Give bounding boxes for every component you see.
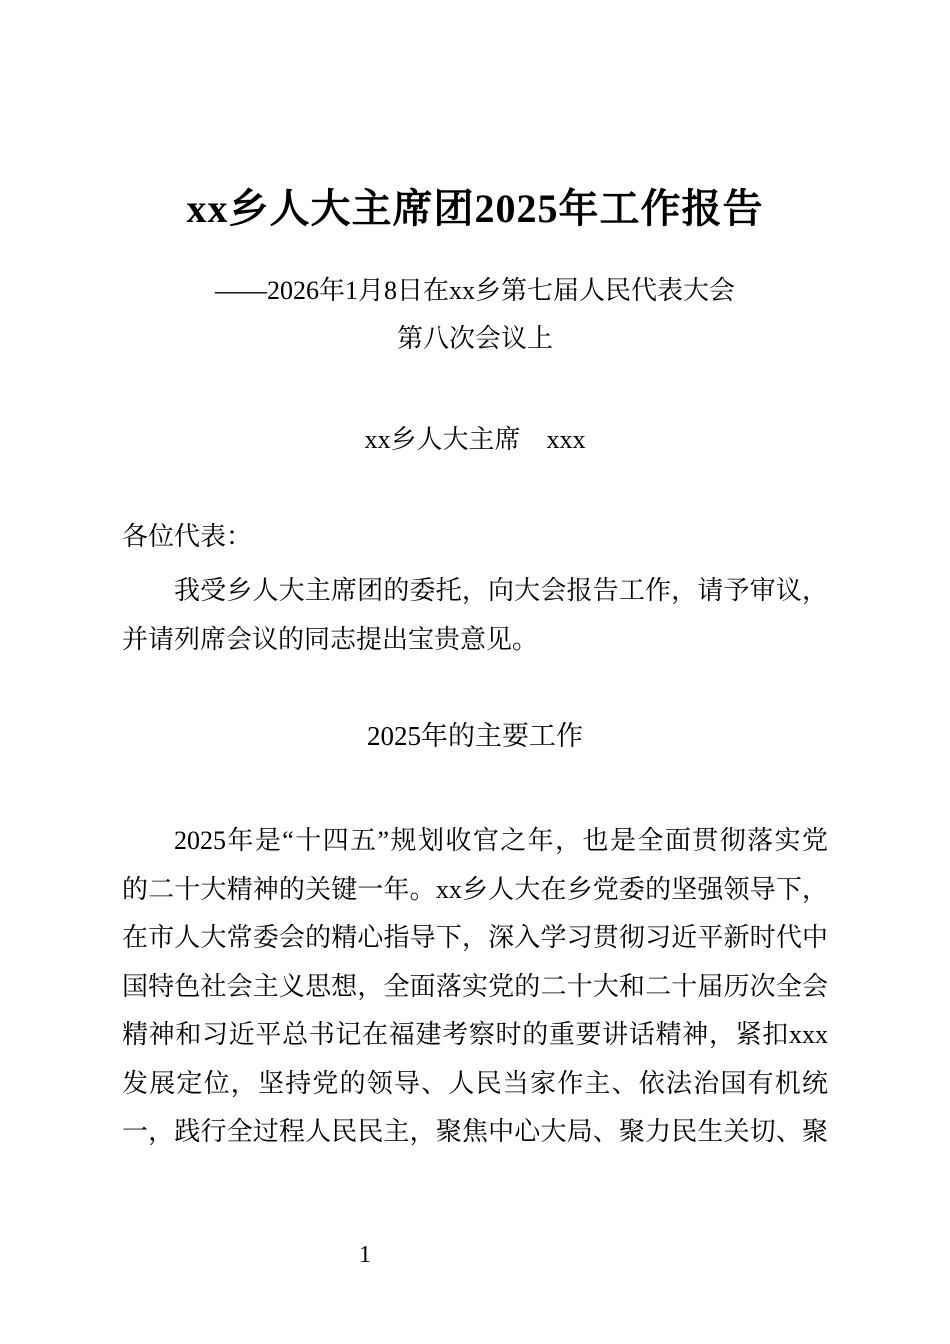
paragraph-line: 精神和习近平总书记在福建考察时的重要讲话精神，紧扣xxx [122,1020,828,1049]
subtitle-line-2: 第八次会议上 [396,324,553,353]
paragraph-line: 我受乡人大主席团的委托，向大会报告工作，请予审议， [174,576,828,605]
paragraph-main-work [122,817,828,1157]
author-line: xx乡人大主席 xxx [364,425,586,454]
paragraph-line: 的二十大精神的关键一年。xx乡人大在乡党委的坚强领导下， [122,874,828,904]
paragraph-line: 在市人大常委会的精心指导下，深入学习贯彻习近平新时代中 [122,923,828,952]
paragraph-line: 并请列席会议的同志提出宝贵意见。 [122,624,539,654]
paragraph-line: 一，践行全过程人民民主，聚焦中心大局、聚力民生关切、聚 [122,1117,828,1146]
paragraph-intro [122,567,828,664]
paragraph-line: 2025年是“十四五”规划收官之年，也是全面贯彻落实党 [174,826,828,855]
paragraph-line: 发展定位，坚持党的领导、人民当家作主、依法治国有机统 [122,1068,828,1098]
document-subtitle [0,267,950,363]
section-heading: 2025年的主要工作 [367,721,583,751]
subtitle-line-1: ——2026年1月8日在xx乡第七届人民代表大会 [214,276,735,305]
document-title: xx乡人大主席团2025年工作报告 [186,186,764,231]
page-number: 1 [359,1242,371,1268]
salutation: 各位代表： [122,522,253,551]
paragraph-line: 国特色社会主义思想，全面落实党的二十大和二十届历次全会 [122,971,828,1001]
